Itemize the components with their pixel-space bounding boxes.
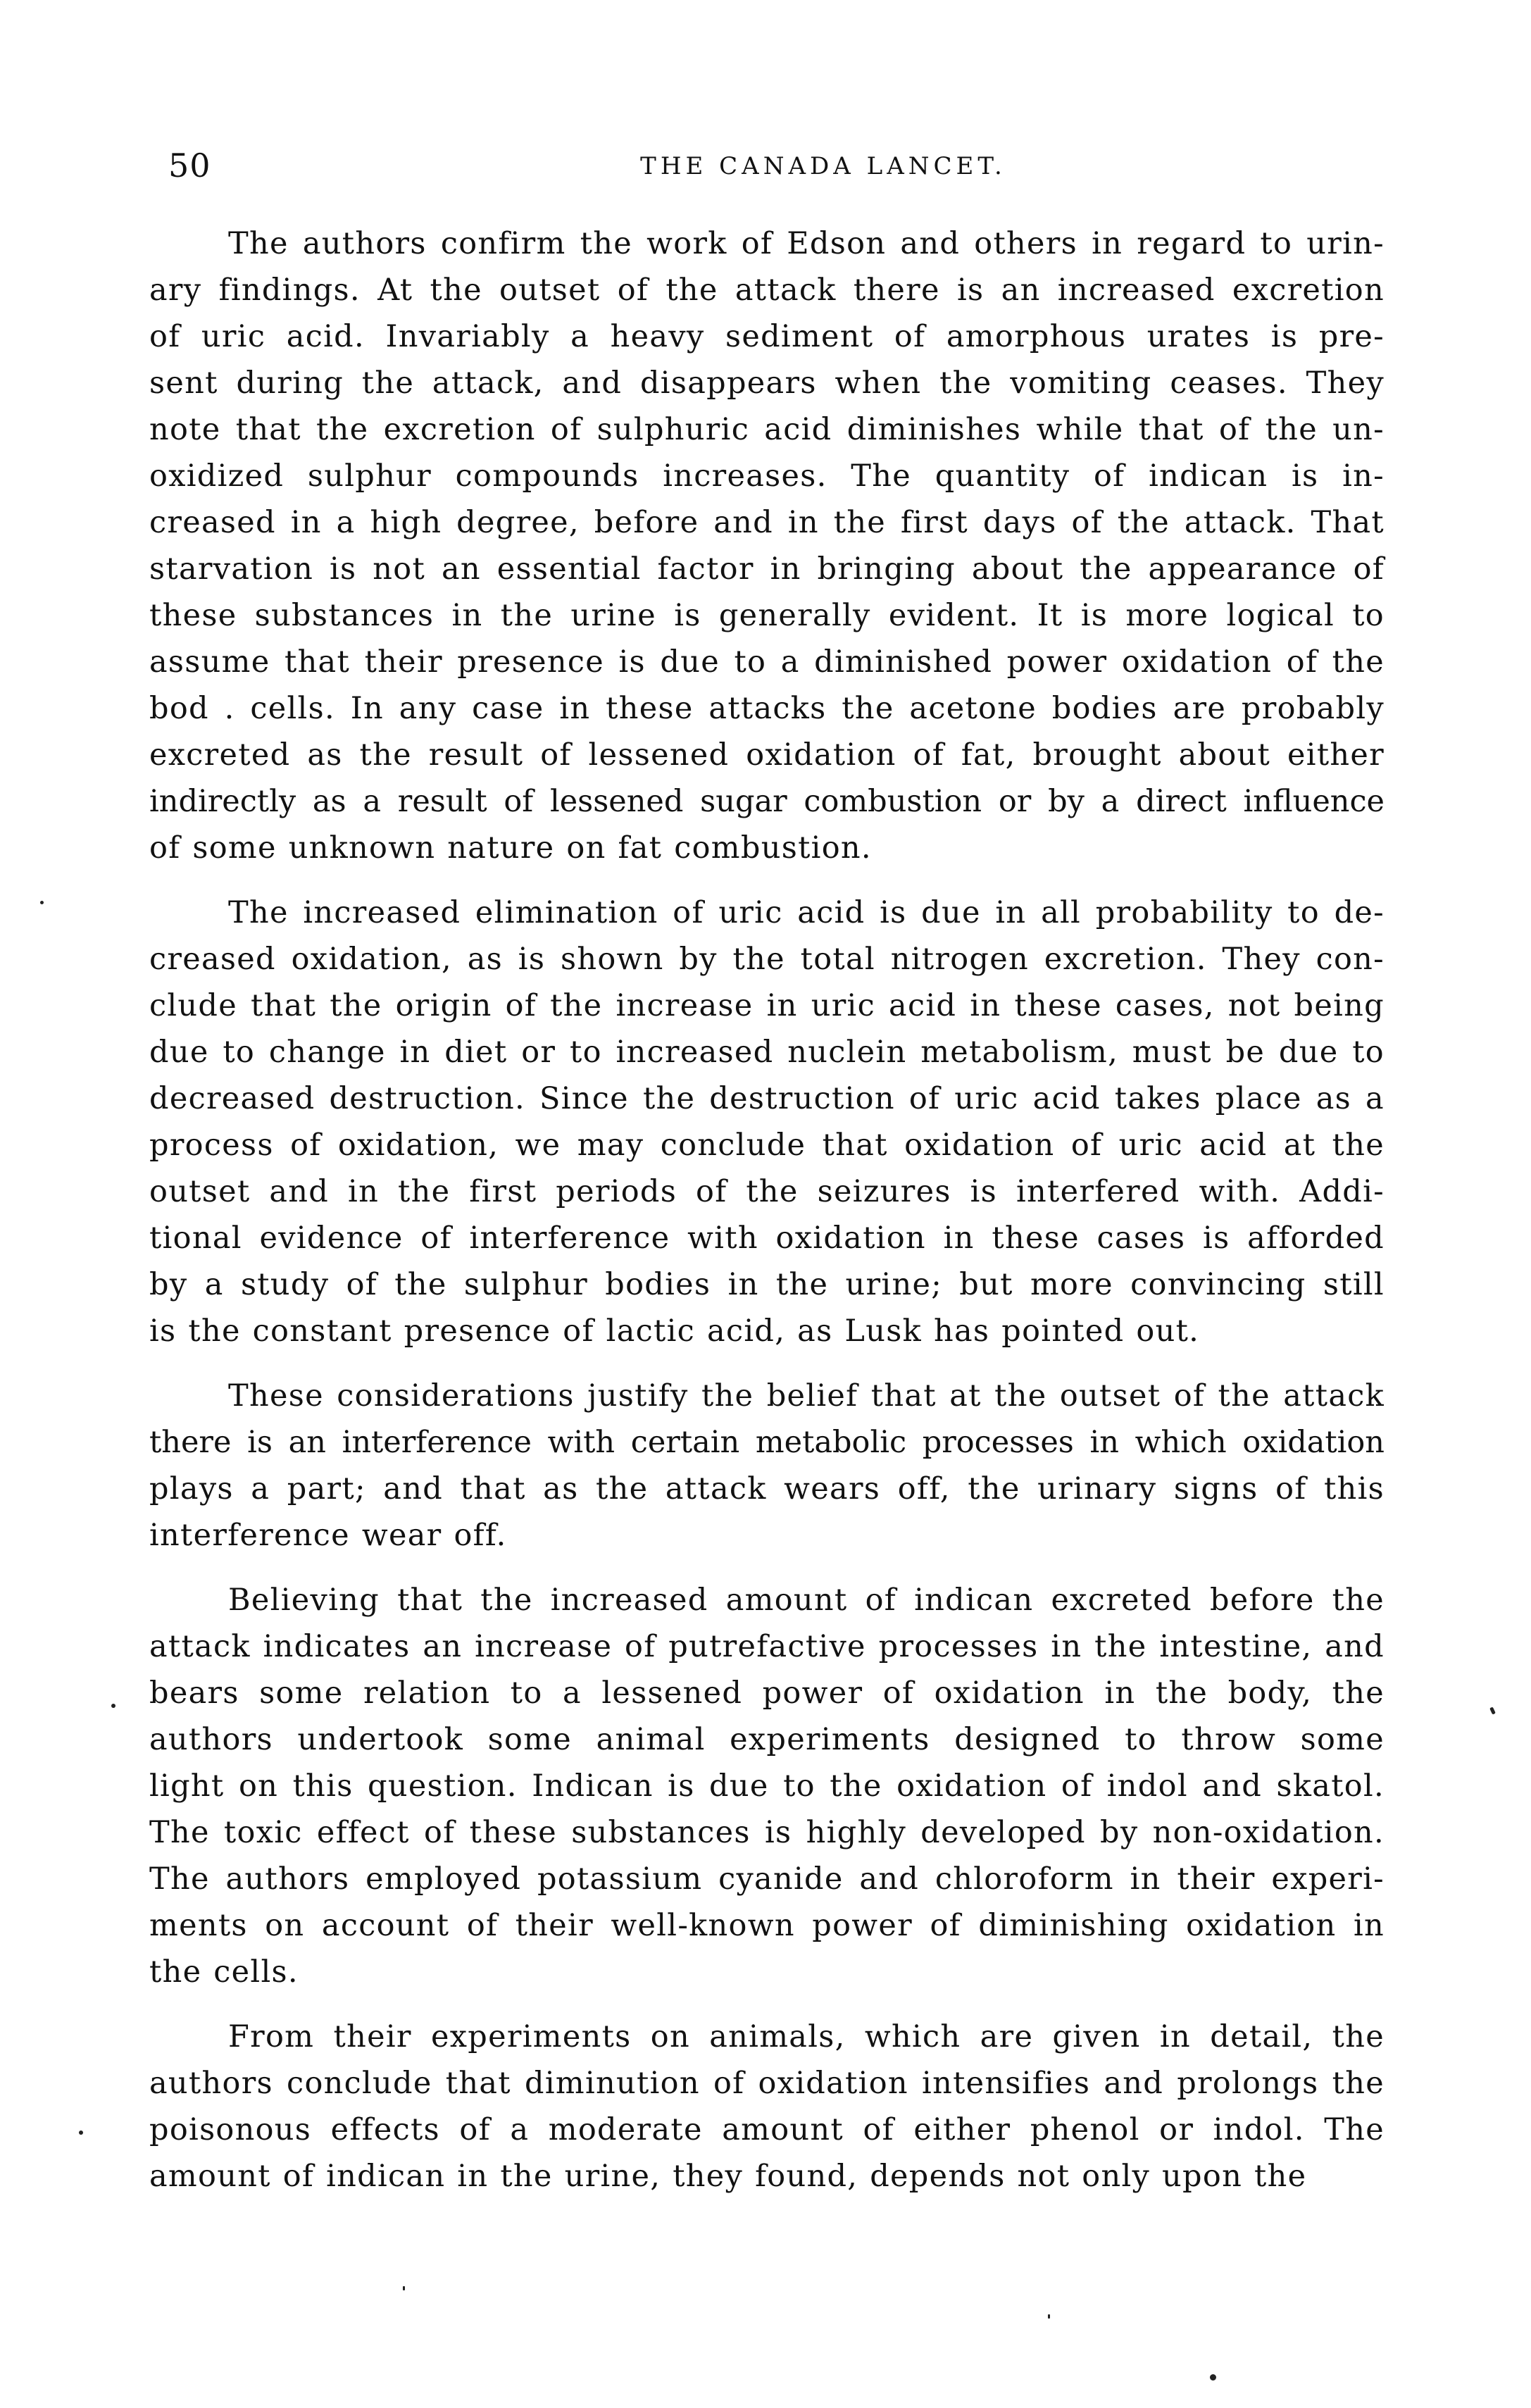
paragraph — [149, 1373, 1385, 1559]
text-line — [149, 1623, 1385, 1670]
text-line — [149, 1261, 1385, 1308]
text-line — [149, 1122, 1385, 1168]
text-line-content: outset and in the first periods of the seizures is interfered with. Addi- — [149, 1174, 1385, 1209]
paragraph — [149, 1577, 1385, 1995]
text-line-content: by a study of the sulphur bodies in the urine; but more convincing still — [149, 1267, 1385, 1302]
text-line-content: The authors confirm the work of Edson and others in regard to urin- — [228, 226, 1385, 261]
text-line-content: bears some relation to a lessened power of oxidation in the body, the — [149, 1676, 1385, 1711]
text-line-content: is the constant presence of lactic acid, as Lusk has pointed out. — [149, 1314, 1200, 1349]
scan-speck — [40, 901, 44, 904]
text-line — [149, 936, 1385, 982]
text-line — [149, 1215, 1385, 1261]
text-line — [149, 592, 1385, 639]
text-line-content: From their experiments on animals, which are given in detail, the — [228, 2019, 1385, 2054]
text-line-content: decreased destruction. Since the destruction of uric acid takes place as a — [149, 1081, 1385, 1116]
text-line — [149, 825, 1385, 871]
text-line-content: Believing that the increased amount of indican excreted before the — [228, 1583, 1385, 1618]
text-line-content: sent during the attack, and disappears when the vomiting ceases. They — [149, 366, 1385, 401]
text-line — [149, 1856, 1385, 1902]
text-line — [149, 1949, 1385, 1995]
text-line-content: bod . cells. In any case in these attacks the acetone bodies are probably — [149, 691, 1385, 726]
text-line — [149, 2014, 1385, 2060]
text-line-content: poisonous effects of a moderate amount of either phenol or indol. The — [149, 2112, 1385, 2147]
text-line-content: there is an interference with certain metabolic processes in which oxidation — [149, 1425, 1385, 1460]
text-line-content: of some unknown nature on fat combustion. — [149, 830, 872, 866]
text-line — [149, 313, 1385, 360]
text-line — [149, 406, 1385, 453]
text-line-content: plays a part; and that as the attack wears off, the urinary signs of this — [149, 1471, 1385, 1506]
text-line — [149, 1763, 1385, 1809]
text-line — [149, 1466, 1385, 1512]
text-line — [149, 732, 1385, 778]
text-line — [149, 2107, 1385, 2153]
text-line-content: The authors employed potassium cyanide and chloroform in their experi- — [149, 1861, 1385, 1897]
text-line-content: light on this question. Indican is due to the oxidation of indol and skatol. — [149, 1768, 1385, 1804]
text-line — [149, 499, 1385, 546]
text-line — [149, 890, 1385, 936]
text-line — [149, 2060, 1385, 2107]
text-line-content: authors conclude that diminution of oxidation intensifies and prolongs the — [149, 2066, 1385, 2101]
text-line-content: creased in a high degree, before and in the first days of the attack. That — [149, 505, 1385, 540]
text-line — [149, 1075, 1385, 1122]
text-line-content: excreted as the result of lessened oxidation of fat, brought about either — [149, 737, 1385, 773]
text-line-content: The increased elimination of uric acid is due in all probability to de- — [228, 895, 1385, 930]
scan-speck — [111, 1704, 115, 1708]
paragraph — [149, 220, 1385, 871]
text-line — [149, 1577, 1385, 1623]
text-line-content: of uric acid. Invariably a heavy sediment of amorphous urates is pre- — [149, 319, 1385, 354]
text-line-content: amount of indican in the urine, they found, depends not only upon the — [149, 2159, 1307, 2194]
text-line-content: ary findings. At the outset of the attack there is an increased excretion — [149, 273, 1385, 308]
text-line-content: clude that the origin of the increase in uric acid in these cases, not being — [149, 988, 1385, 1023]
text-line — [149, 1168, 1385, 1215]
text-line-content: these substances in the urine is generally evident. It is more logical to — [149, 598, 1385, 633]
text-line-content: These considerations justify the belief that at the outset of the attack — [228, 1378, 1385, 1414]
text-line — [149, 1308, 1385, 1354]
text-line — [149, 1716, 1385, 1763]
text-line-content: authors undertook some animal experiments designed to throw some — [149, 1722, 1385, 1757]
text-line-content: note that the excretion of sulphuric acid diminishes while that of the un- — [149, 412, 1385, 447]
article-body — [149, 220, 1385, 2218]
text-line-content: attack indicates an increase of putrefactive processes in the intestine, and — [149, 1629, 1385, 1664]
text-line-content: interference wear off. — [149, 1518, 507, 1553]
text-line — [149, 2153, 1385, 2200]
text-line — [149, 220, 1385, 267]
paragraph — [149, 890, 1385, 1354]
text-line — [149, 1029, 1385, 1075]
scan-speck — [403, 2286, 405, 2290]
scan-speck — [1489, 1707, 1496, 1714]
page-number: 50 — [168, 146, 211, 185]
text-line — [149, 1670, 1385, 1716]
text-line-content: starvation is not an essential factor in bringing about the appearance of — [149, 551, 1385, 587]
text-line-content: creased oxidation, as is shown by the total nitrogen excretion. They con- — [149, 942, 1385, 977]
text-line-content: tional evidence of interference with oxidation in these cases is afforded — [149, 1221, 1385, 1256]
text-line — [149, 546, 1385, 592]
text-line-content: process of oxidation, we may conclude that oxidation of uric acid at the — [149, 1128, 1385, 1163]
text-line — [149, 982, 1385, 1029]
scan-speck — [1210, 2374, 1216, 2381]
text-line-content: the cells. — [149, 1954, 299, 1990]
scan-speck — [1048, 2314, 1050, 2319]
text-line — [149, 1512, 1385, 1559]
text-line — [149, 685, 1385, 732]
text-line-content: ments on account of their well-known power of diminishing oxidation in — [149, 1908, 1385, 1943]
journal-title: THE CANADA LANCET. — [640, 152, 1006, 180]
text-line-content: The toxic effect of these substances is highly developed by non-oxidation. — [149, 1815, 1385, 1850]
text-line — [149, 1373, 1385, 1419]
text-line — [149, 360, 1385, 406]
text-line — [149, 1419, 1385, 1466]
paragraph — [149, 2014, 1385, 2200]
text-line — [149, 1809, 1385, 1856]
text-line-content: oxidized sulphur compounds increases. The quantity of indican is in- — [149, 458, 1385, 494]
text-line-content: assume that their presence is due to a diminished power oxidation of the — [149, 644, 1385, 680]
text-line — [149, 267, 1385, 313]
text-line-content: indirectly as a result of lessened sugar combustion or by a direct influence — [149, 784, 1385, 819]
text-line — [149, 1902, 1385, 1949]
text-line — [149, 453, 1385, 499]
scan-speck — [79, 2131, 83, 2135]
text-line — [149, 778, 1385, 825]
text-line-content: due to change in diet or to increased nuclein metabolism, must be due to — [149, 1035, 1385, 1070]
running-head — [149, 144, 1385, 187]
text-line — [149, 639, 1385, 685]
